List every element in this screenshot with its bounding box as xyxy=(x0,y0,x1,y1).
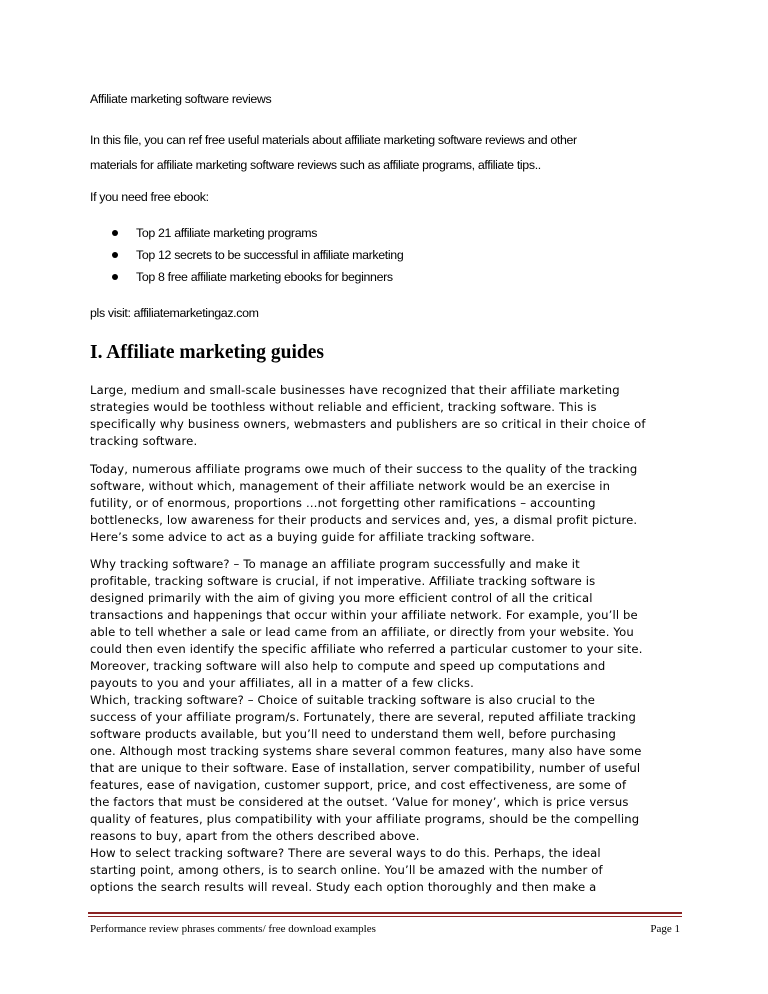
paragraph-line: designed primarily with the aim of giving you more efficient control of all the critical xyxy=(90,591,593,605)
paragraph-line: one. Although most tracking systems share several common features, many also have some xyxy=(90,744,642,758)
paragraph-line: quality of features, plus compatibility with your affiliate programs, should be the compelling xyxy=(90,812,640,826)
paragraph-line: specifically why business owners, webmasters and publishers are so critical in their choice of xyxy=(90,417,646,431)
paragraph-line: tracking software. xyxy=(90,434,198,448)
paragraph-line: Moreover, tracking software will also help to compute and speed up computations and xyxy=(90,659,606,673)
paragraph-3 xyxy=(90,556,682,692)
list-item xyxy=(108,222,403,244)
paragraph-line: the factors that must be considered at the outset. ‘Value for money’, which is price versus xyxy=(90,795,629,809)
list-item-label: Top 12 secrets to be successful in affiliate marketing xyxy=(136,248,404,262)
paragraph-line: features, ease of navigation, customer support, price, and cost effectiveness, are some of xyxy=(90,778,627,792)
footer-divider xyxy=(88,912,682,914)
paragraph-line: success of your affiliate program/s. Fortunately, there are several, reputed affiliate tracking xyxy=(90,710,637,724)
paragraph-line: Which, tracking software? – Choice of suitable tracking software is also crucial to the xyxy=(90,693,596,707)
paragraph-line: profitable, tracking software is crucial, if not imperative. Affiliate tracking software is xyxy=(90,574,596,588)
ebook-list xyxy=(108,222,403,288)
paragraph-line: software, without which, management of their affiliate network would be an exercise in xyxy=(90,479,611,493)
intro-line: In this file, you can ref free useful materials about affiliate marketing software reviews and other xyxy=(90,133,577,147)
paragraph-1 xyxy=(90,382,682,450)
page-number: Page 1 xyxy=(650,923,680,935)
paragraph-4 xyxy=(90,692,682,845)
paragraph-line: transactions and happenings that occur within your affiliate network. For example, you’ll be xyxy=(90,608,638,622)
paragraph-line: How to select tracking software? There are several ways to do this. Perhaps, the ideal xyxy=(90,846,601,860)
intro-paragraph xyxy=(90,128,577,178)
paragraph-line: reasons to buy, apart from the others described above. xyxy=(90,829,420,843)
list-item xyxy=(108,244,403,266)
list-item-label: Top 21 affiliate marketing programs xyxy=(136,226,318,240)
intro-line: materials for affiliate marketing software reviews such as affiliate programs, affiliate tips.. xyxy=(90,158,541,172)
paragraph-line: able to tell whether a sale or lead came from an affiliate, or directly from your website. You xyxy=(90,625,634,639)
paragraph-line: Why tracking software? – To manage an affiliate program successfully and make it xyxy=(90,557,580,571)
paragraph-line: strategies would be toothless without reliable and efficient, tracking software. This is xyxy=(90,400,597,414)
bullet-icon xyxy=(112,230,118,236)
paragraph-line: bottlenecks, low awareness for their products and services and, yes, a dismal profit picture. xyxy=(90,513,638,527)
visit-link-text: pls visit: affiliatemarketingaz.com xyxy=(90,306,259,320)
footer-text: Performance review phrases comments/ free download examples xyxy=(90,923,376,935)
paragraph-line: could then even identify the specific affiliate who referred a particular customer to your site. xyxy=(90,642,643,656)
paragraph-line: software products available, but you’ll need to understand them well, before purchasing xyxy=(90,727,617,741)
paragraph-line: Large, medium and small-scale businesses have recognized that their affiliate marketing xyxy=(90,383,620,397)
paragraph-line: payouts to you and your affiliates, all in a matter of a few clicks. xyxy=(90,676,474,690)
document-title: Affiliate marketing software reviews xyxy=(90,92,272,106)
paragraph-line: that are unique to their software. Ease of installation, server compatibility, number of useful xyxy=(90,761,641,775)
list-item xyxy=(108,266,403,288)
paragraph-2 xyxy=(90,461,682,546)
paragraph-line: Here’s some advice to act as a buying guide for affiliate tracking software. xyxy=(90,530,535,544)
paragraph-line: options the search results will reveal. Study each option thoroughly and then make a xyxy=(90,880,597,894)
bullet-icon xyxy=(112,274,118,280)
paragraph-line: starting point, among others, is to search online. You’ll be amazed with the number of xyxy=(90,863,603,877)
paragraph-5 xyxy=(90,845,682,896)
bullet-icon xyxy=(112,252,118,258)
paragraph-line: Today, numerous affiliate programs owe much of their success to the quality of the tracking xyxy=(90,462,638,476)
footer-divider xyxy=(88,916,682,917)
paragraph-line: futility, or of enormous, proportions …not forgetting other ramifications – accounting xyxy=(90,496,596,510)
section-heading: I. Affiliate marketing guides xyxy=(90,342,324,363)
list-item-label: Top 8 free affiliate marketing ebooks for beginners xyxy=(136,270,393,284)
ebook-prompt: If you need free ebook: xyxy=(90,190,209,204)
